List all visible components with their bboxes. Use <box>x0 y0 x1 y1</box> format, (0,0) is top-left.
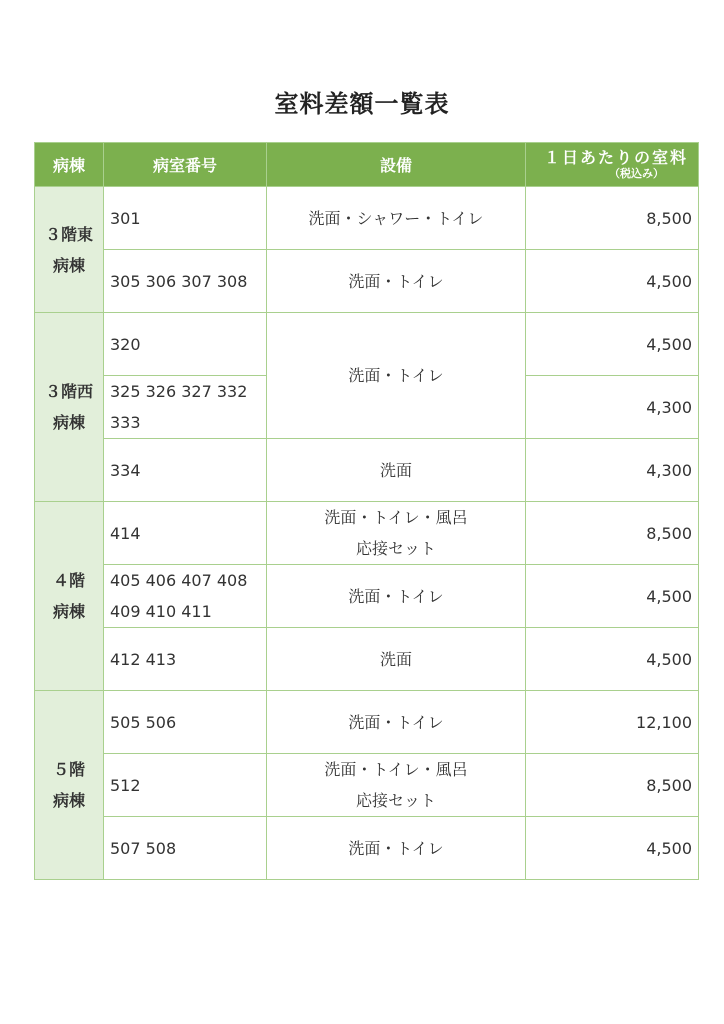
room-fee-table <box>34 142 699 880</box>
equipment-text: 洗面・シャワー・トイレ <box>308 208 484 228</box>
table-row <box>35 439 699 502</box>
equipment-cell <box>267 754 526 817</box>
equipment-text: 洗面・トイレ <box>348 366 444 385</box>
ward-name: ３階西 <box>44 382 93 401</box>
header-tax-note: （税込み） <box>609 167 664 180</box>
room-numbers: 325 326 327 332 <box>110 382 248 401</box>
room-numbers: 405 406 407 408 <box>110 571 248 590</box>
table-row <box>35 691 699 754</box>
equipment-cell <box>267 565 526 628</box>
equipment-text: 応接セット <box>355 539 436 558</box>
header-daily-fee <box>526 143 699 187</box>
room-number-cell <box>104 439 267 502</box>
room-numbers: 333 <box>110 413 141 432</box>
fee-cell: 4,500 <box>526 313 699 376</box>
room-number-cell <box>104 754 267 817</box>
equipment-cell <box>267 628 526 691</box>
table-row <box>35 628 699 691</box>
fee-cell: 8,500 <box>526 187 699 250</box>
equipment-cell <box>267 313 526 439</box>
room-numbers: 507 508 <box>110 838 177 858</box>
ward-suffix: 病棟 <box>52 255 85 275</box>
room-numbers: 512 <box>110 775 141 795</box>
equipment-text: 応接セット <box>355 791 436 810</box>
room-numbers: 301 <box>110 208 141 228</box>
equipment-cell <box>267 250 526 313</box>
table-row <box>35 187 699 250</box>
fee-cell: 4,300 <box>526 376 699 439</box>
header-daily-fee-label: １日あたりの室料 <box>543 148 688 167</box>
ward-cell-3e <box>35 187 104 313</box>
equipment-text: 洗面・トイレ・風呂 <box>324 508 468 527</box>
room-number-cell <box>104 817 267 880</box>
equipment-cell <box>267 187 526 250</box>
equipment-text: 洗面 <box>379 649 412 669</box>
room-number-cell <box>104 313 267 376</box>
ward-cell-4 <box>35 502 104 691</box>
room-number-cell <box>104 565 267 628</box>
table-row <box>35 250 699 313</box>
room-numbers: 334 <box>110 460 141 480</box>
equipment-text: 洗面 <box>379 460 412 480</box>
equipment-cell <box>267 817 526 880</box>
ward-suffix: 病棟 <box>52 602 85 621</box>
equipment-cell <box>267 691 526 754</box>
equipment-text: 洗面・トイレ <box>348 838 444 858</box>
room-number-cell <box>104 628 267 691</box>
fee-cell: 4,500 <box>526 628 699 691</box>
ward-name: ５階 <box>52 760 85 779</box>
room-number-cell <box>104 376 267 439</box>
room-number-cell <box>104 502 267 565</box>
room-numbers: 320 <box>110 334 141 354</box>
ward-suffix: 病棟 <box>52 791 85 810</box>
equipment-text: 洗面・トイレ <box>348 271 444 291</box>
page-title: 室料差額一覧表 <box>274 90 450 118</box>
table-row <box>35 313 699 376</box>
ward-suffix: 病棟 <box>52 413 85 432</box>
fee-cell: 8,500 <box>526 502 699 565</box>
fee-cell: 4,500 <box>526 817 699 880</box>
room-number-cell <box>104 250 267 313</box>
table-row <box>35 817 699 880</box>
ward-name: ３階東 <box>44 224 93 244</box>
equipment-text: 洗面・トイレ・風呂 <box>324 760 468 779</box>
ward-cell-5 <box>35 691 104 880</box>
table-row <box>35 502 699 565</box>
room-number-cell <box>104 187 267 250</box>
header-equipment: 設備 <box>267 143 526 187</box>
fee-cell: 12,100 <box>526 691 699 754</box>
equipment-text: 洗面・トイレ <box>348 586 444 606</box>
fee-cell: 8,500 <box>526 754 699 817</box>
table-row <box>35 565 699 628</box>
equipment-cell <box>267 439 526 502</box>
header-room-number: 病室番号 <box>104 143 267 187</box>
room-number-cell <box>104 691 267 754</box>
room-numbers: 412 413 <box>110 649 177 669</box>
room-numbers: 305 306 307 308 <box>110 271 248 291</box>
ward-cell-3w <box>35 313 104 502</box>
fee-cell: 4,500 <box>526 250 699 313</box>
room-numbers: 409 410 411 <box>110 602 212 621</box>
fee-cell: 4,500 <box>526 565 699 628</box>
equipment-cell <box>267 502 526 565</box>
room-numbers: 505 506 <box>110 712 177 732</box>
fee-cell: 4,300 <box>526 439 699 502</box>
table-header-row <box>35 143 699 187</box>
room-numbers: 414 <box>110 523 141 543</box>
table-row <box>35 754 699 817</box>
header-ward: 病棟 <box>35 143 104 187</box>
equipment-text: 洗面・トイレ <box>348 712 444 732</box>
ward-name: ４階 <box>52 571 85 590</box>
